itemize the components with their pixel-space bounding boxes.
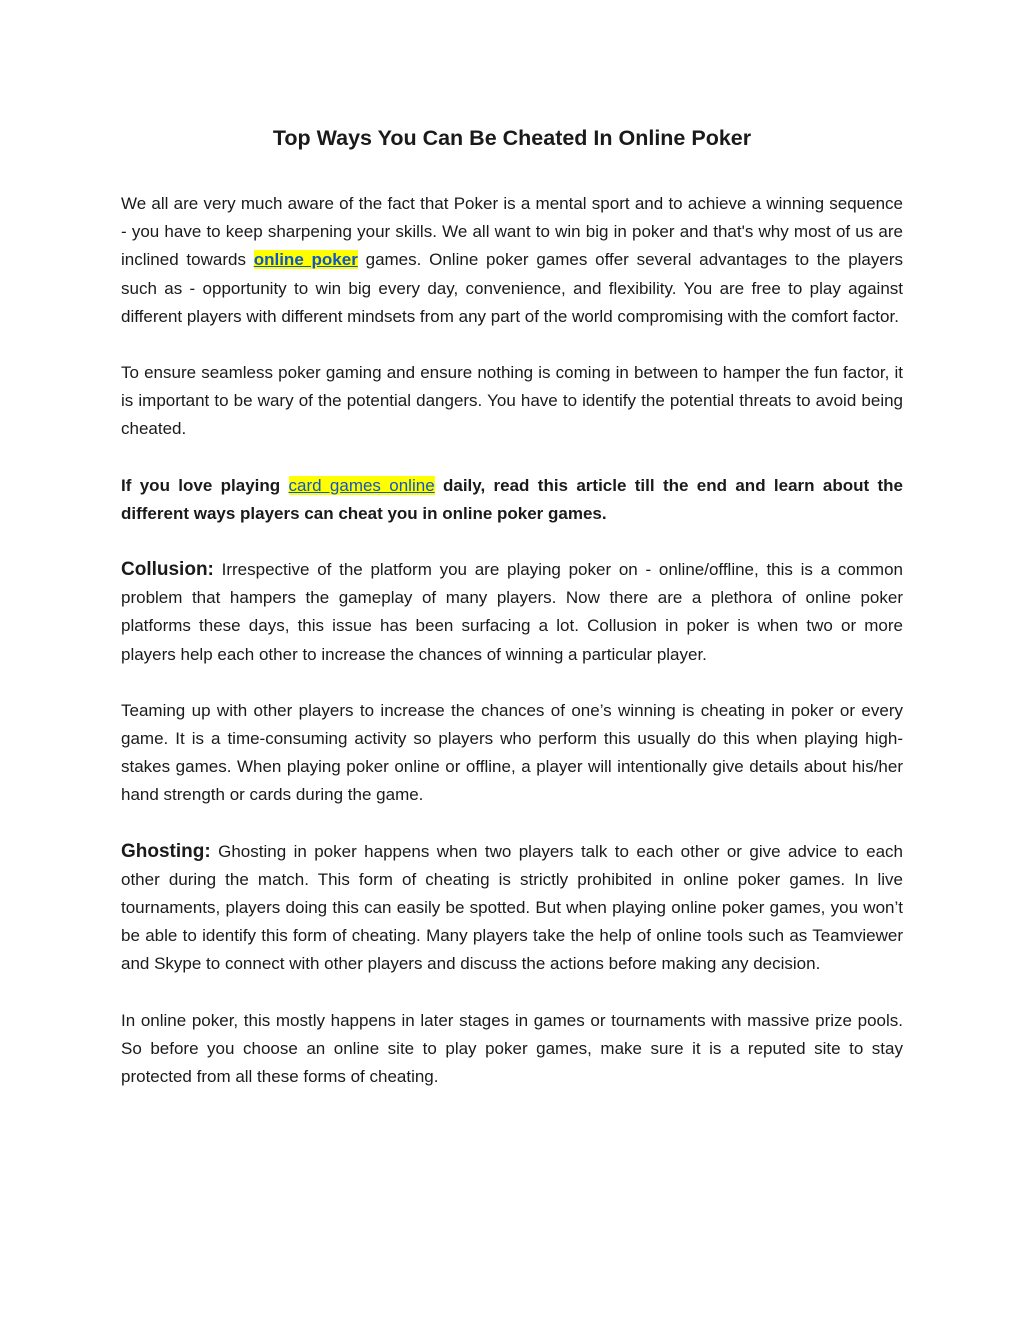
safety-paragraph: To ensure seamless poker gaming and ensure nothing is coming in between to hamper the fun factor, it is important to be wary of the potential dangers. You have to identify the potential threats to avoid being cheated.: [121, 363, 903, 439]
ghosting-paragraph: [121, 838, 903, 979]
callout-paragraph: [121, 472, 903, 528]
callout-text-before: If you love playing: [121, 475, 289, 495]
final-paragraph: In online poker, this mostly happens in later stages in games or tournaments with massive prize pools. So before you choose an online site to play poker games, make sure it is a reputed site to stay protected from all these forms of cheating.: [121, 1010, 903, 1087]
ghosting-heading: Ghosting:: [121, 840, 211, 862]
collusion-paragraph: [121, 556, 903, 669]
card-games-online-link[interactable]: card games online: [288, 475, 435, 495]
collusion-heading: Collusion:: [121, 559, 214, 581]
teaming-paragraph: Teaming up with other players to increase the chances of one’s winning is cheating in poker or every game. It is a time-consuming activity so players who perform this usually do this when playing high-stakes games. When playing poker online or offline, a player will intentionally give details about his/her hand strength or cards during the game.: [121, 700, 903, 805]
intro-text-after: games. Online poker games offer several advantages to the players such as - opportunity to win big every day, convenience, and flexibility. You are free to play against different players with different mindsets from any part of the world compromising with the comfort factor.: [121, 250, 903, 326]
document-page: [121, 120, 903, 1119]
intro-text-before: We all are very much aware of the fact that Poker is a mental sport and to achieve a winning sequence - you have to keep sharpening your skills. We all want to win big in poker and that's why most of us are inclined towards: [121, 194, 903, 270]
callout-text-after: daily, read this article till the end and learn about the different ways players can cheat you in online poker games.: [121, 475, 903, 523]
ghosting-text: Ghosting in poker happens when two players talk to each other or give advice to each other during the match. This form of cheating is strictly prohibited in online poker games. In live tournaments, players doing this can easily be spotted. But when playing online poker games, you won’t be able to identify this form of cheating. Many players take the help of online tools such as Teamviewer and Skype to connect with other players and discuss the actions before making any decision.: [121, 841, 903, 974]
intro-paragraph: [121, 190, 903, 331]
document-title: Top Ways You Can Be Cheated In Online Poker: [272, 126, 752, 150]
collusion-text: Irrespective of the platform you are playing poker on - online/offline, this is a common problem that hampers the gameplay of many players. Now there are a plethora of online poker platforms these days, this issue has been surfacing a lot. Collusion in poker is when two or more players help each other to increase the chances of winning a particular player.: [121, 560, 903, 664]
online-poker-link[interactable]: online poker: [253, 250, 358, 270]
